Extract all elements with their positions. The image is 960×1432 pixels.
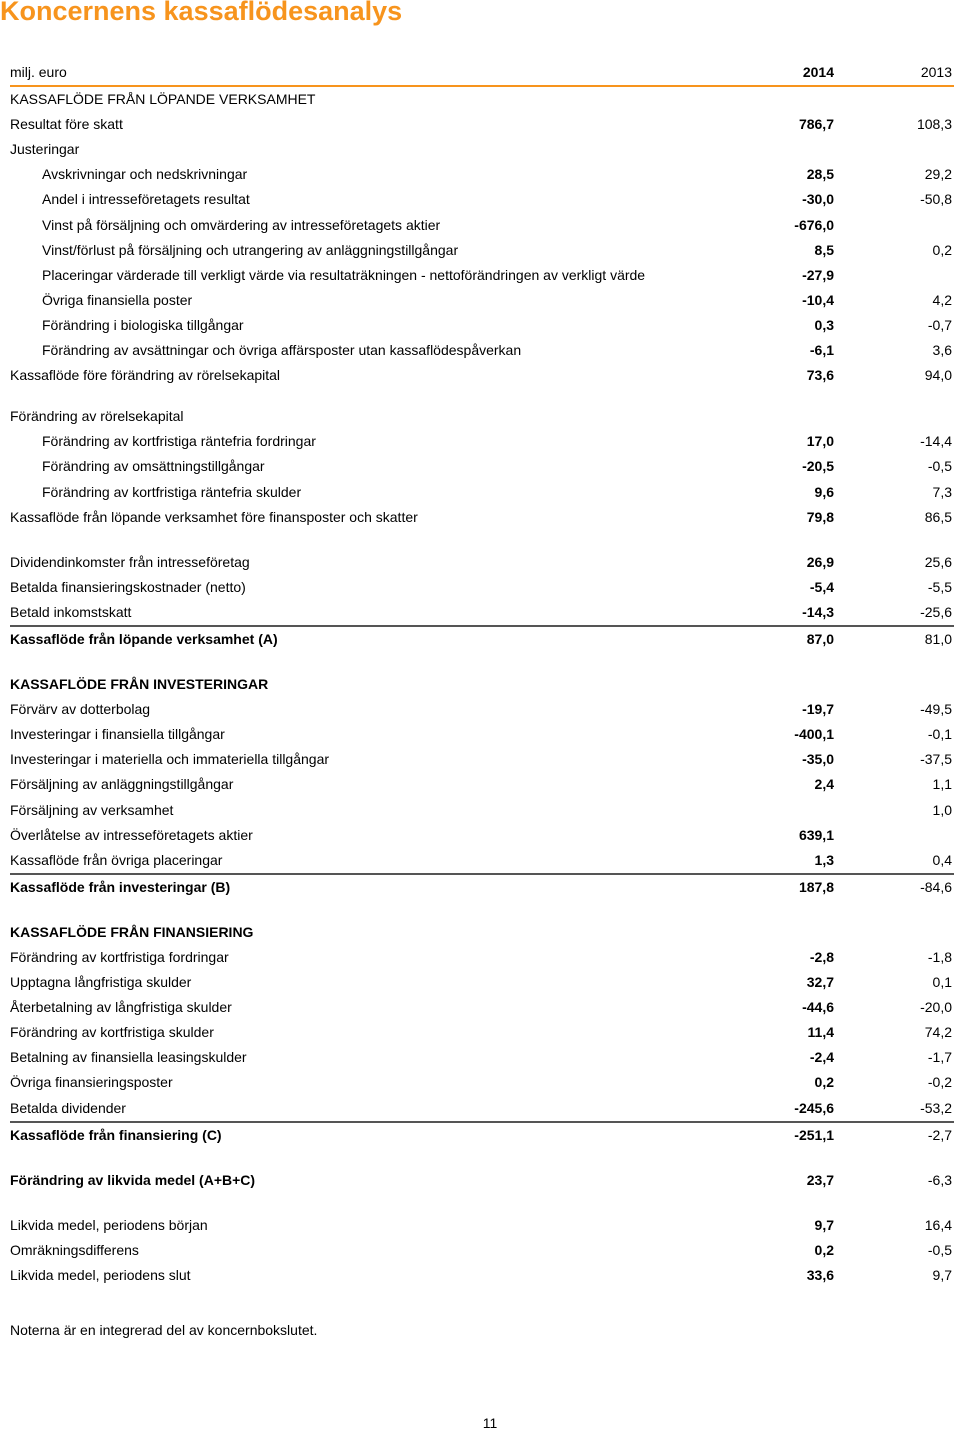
value-2013: -5,5 (927, 578, 952, 595)
line-item-label: Vinst/förlust på försäljning och utrangering av anläggningstillgångar (42, 241, 459, 258)
line-item-label: Förändring av kortfristiga räntefria fordringar (42, 433, 316, 450)
year-2014-header: 2014 (802, 64, 834, 80)
line-item-label: Kassaflöde från löpande verksamhet (A) (10, 630, 278, 647)
value-2013: 81,0 (924, 630, 952, 647)
line-item-label: Investeringar i finansiella tillgångar (10, 726, 225, 743)
line-item-row (10, 798, 954, 823)
line-item-row (10, 747, 954, 772)
value-2014: 9,7 (814, 1216, 834, 1233)
line-item-label: KASSAFLÖDE FRÅN LÖPANDE VERKSAMHET (10, 91, 316, 108)
line-item-label: Likvida medel, periodens början (10, 1216, 208, 1233)
unit-label: milj. euro (10, 64, 67, 80)
value-2014: -20,5 (802, 458, 834, 475)
value-2014: -2,8 (809, 949, 834, 965)
value-2014: 0,2 (814, 1241, 834, 1258)
line-item-row (10, 550, 954, 575)
statement-section (10, 404, 954, 529)
line-item-row (10, 238, 954, 263)
value-2014: 28,5 (806, 166, 834, 183)
value-2014: -251,1 (794, 1126, 834, 1143)
value-2014: 2,4 (814, 776, 834, 793)
statement-section (10, 1213, 954, 1288)
line-item-row (10, 1070, 954, 1095)
value-2013: 16,4 (924, 1216, 952, 1233)
line-item-label: Förvärv av dotterbolag (10, 701, 151, 718)
line-item-row (10, 848, 954, 875)
value-2013: -0,7 (927, 316, 952, 333)
line-item-row (10, 263, 954, 288)
line-item-row (10, 505, 954, 530)
value-2014: 0,2 (814, 1074, 834, 1091)
line-item-row (10, 1213, 954, 1238)
value-2013: 29,2 (924, 166, 952, 183)
section-gap (10, 652, 954, 672)
value-2014: -27,9 (802, 266, 834, 283)
line-item-row (10, 600, 954, 627)
value-2013: 0,2 (932, 241, 952, 258)
line-item-row (10, 772, 954, 797)
value-2014: 0,3 (814, 316, 834, 333)
line-item-label: Betald inkomstskatt (10, 603, 132, 620)
line-item-row (10, 1045, 954, 1070)
line-item-row (10, 823, 954, 848)
line-item-label: Avskrivningar och nedskrivningar (42, 166, 248, 183)
line-item-row (10, 697, 954, 722)
cash-flow-statement (10, 60, 954, 1288)
total-row (10, 1123, 954, 1148)
value-2014: 17,0 (806, 433, 834, 450)
value-2014: -19,7 (802, 701, 834, 718)
line-item-label: Kassaflöde från investeringar (B) (10, 878, 231, 895)
value-2014: 9,6 (814, 483, 834, 500)
line-item-label: Resultat före skatt (10, 116, 123, 133)
value-2014: -14,3 (802, 603, 834, 620)
line-item-row (10, 187, 954, 212)
value-2013: 25,6 (924, 553, 952, 570)
total-row (10, 627, 954, 652)
value-2014: -10,4 (802, 291, 834, 308)
line-item-row (10, 970, 954, 995)
value-2013: -1,7 (927, 1049, 952, 1066)
line-item-row (10, 162, 954, 187)
line-item-label: Återbetalning av långfristiga skulder (10, 999, 232, 1016)
line-item-row (10, 480, 954, 505)
value-2013: 108,3 (916, 116, 952, 133)
line-item-row (10, 722, 954, 747)
line-item-label: Omräkningsdifferens (10, 1241, 139, 1258)
line-item-label: Kassaflöde före förändring av rörelsekapital (10, 367, 281, 384)
line-item-row (10, 995, 954, 1020)
value-2013: -6,3 (927, 1171, 952, 1188)
year-2013-header: 2013 (920, 64, 952, 80)
line-item-row (10, 112, 954, 137)
section-gap (10, 900, 954, 920)
line-item-row (10, 1263, 954, 1288)
line-item-row (10, 213, 954, 238)
line-item-label: Dividendinkomster från intresseföretag (10, 553, 250, 570)
value-2013: 74,2 (924, 1024, 952, 1041)
line-item-row (10, 1096, 954, 1123)
line-item-label: Justeringar (10, 141, 80, 158)
section-gap (10, 1148, 954, 1168)
section-heading-row (10, 920, 954, 945)
value-2013: -50,8 (920, 191, 952, 208)
section-heading-row (10, 87, 954, 112)
value-2013: -25,6 (920, 603, 952, 620)
line-item-row (10, 1020, 954, 1045)
value-2014: 79,8 (806, 508, 834, 525)
value-2013: -1,8 (927, 949, 952, 965)
value-2013: 0,4 (932, 851, 952, 868)
value-2013: -49,5 (920, 701, 952, 718)
value-2014: -5,4 (809, 578, 834, 595)
section-heading-row (10, 672, 954, 697)
line-item-row (10, 1238, 954, 1263)
line-item-row (10, 404, 954, 429)
value-2013: -0,1 (927, 726, 952, 743)
column-header-row (10, 60, 954, 87)
line-item-label: Vinst på försäljning och omvärdering av intresseföretagets aktier (42, 216, 441, 233)
line-item-row (10, 137, 954, 162)
value-2013: 1,1 (932, 776, 952, 793)
value-2013: -0,2 (927, 1074, 952, 1091)
value-2013: 94,0 (924, 367, 952, 384)
statement-section (10, 550, 954, 652)
value-2013: 4,2 (932, 291, 952, 308)
value-2013: -0,5 (927, 1241, 952, 1258)
line-item-label: Försäljning av anläggningstillgångar (10, 776, 234, 793)
value-2014: 87,0 (806, 630, 834, 647)
value-2014: 73,6 (806, 367, 834, 384)
line-item-label: KASSAFLÖDE FRÅN FINANSIERING (10, 923, 254, 940)
line-item-label: Kassaflöde från finansiering (C) (10, 1126, 222, 1143)
value-2014: 11,4 (807, 1024, 834, 1041)
statement-section (10, 1168, 954, 1193)
line-item-label: KASSAFLÖDE FRÅN INVESTERINGAR (10, 676, 269, 693)
line-item-label: Betalda dividender (10, 1099, 126, 1116)
value-2014: -35,0 (802, 751, 834, 768)
value-2014: 639,1 (798, 826, 834, 843)
total-row (10, 1168, 954, 1193)
line-item-label: Förändring av omsättningstillgångar (42, 458, 265, 475)
line-item-label: Förändring av kortfristiga skulder (10, 1024, 214, 1041)
statement-section (10, 672, 954, 900)
line-item-row (10, 313, 954, 338)
value-2014: 786,7 (798, 116, 834, 133)
line-item-label: Förändring av avsättningar och övriga affärsposter utan kassaflödespåverkan (42, 342, 522, 359)
line-item-label: Betalda finansieringskostnader (netto) (10, 578, 246, 595)
statement-section (10, 87, 954, 388)
value-2014: -400,1 (794, 726, 834, 743)
line-item-row (10, 429, 954, 454)
line-item-label: Övriga finansieringsposter (10, 1074, 173, 1091)
value-2013: -20,0 (920, 999, 952, 1016)
line-item-label: Placeringar värderade till verkligt värde via resultaträkningen - nettoförändringen av verkligt värde (42, 266, 646, 283)
section-gap (10, 388, 954, 404)
value-2013: 9,7 (932, 1267, 952, 1284)
line-item-label: Förändring av kortfristiga räntefria skulder (42, 483, 302, 500)
value-2013: 0,1 (932, 974, 952, 991)
line-item-label: Förändring av kortfristiga fordringar (10, 949, 229, 965)
value-2014: -2,4 (809, 1049, 834, 1066)
value-2014: 187,8 (798, 878, 834, 895)
line-item-label: Betalning av finansiella leasingskulder (10, 1049, 247, 1066)
line-item-row (10, 288, 954, 313)
statement-sections (10, 87, 954, 1288)
line-item-label: Kassaflöde från övriga placeringar (10, 851, 223, 868)
line-item-label: Investeringar i materiella och immateriella tillgångar (10, 751, 330, 768)
line-item-label: Kassaflöde från löpande verksamhet före finansposter och skatter (10, 508, 418, 525)
value-2014: -6,1 (809, 342, 834, 359)
value-2013: -2,7 (927, 1126, 952, 1143)
value-2014: -30,0 (802, 191, 834, 208)
line-item-label: Andel i intresseföretagets resultat (42, 191, 250, 208)
value-2013: -14,4 (920, 433, 952, 450)
value-2014: 32,7 (806, 974, 834, 991)
section-gap (10, 1193, 954, 1213)
value-2014: 8,5 (814, 241, 834, 258)
line-item-row (10, 454, 954, 479)
line-item-row (10, 945, 954, 970)
value-2013: 3,6 (932, 342, 952, 359)
line-item-label: Förändring av likvida medel (A+B+C) (10, 1171, 256, 1188)
statement-section (10, 920, 954, 1148)
value-2014: -245,6 (794, 1099, 834, 1116)
value-2013: -0,5 (927, 458, 952, 475)
line-item-row (10, 338, 954, 363)
value-2013: -53,2 (920, 1099, 952, 1116)
footnote: Noterna är en integrerad del av koncernbokslutet. (10, 1322, 318, 1338)
value-2014: -44,6 (802, 999, 834, 1016)
value-2014: -676,0 (794, 216, 834, 233)
line-item-row (10, 363, 954, 388)
value-2014: 1,3 (814, 851, 834, 868)
line-item-label: Förändring i biologiska tillgångar (42, 316, 244, 333)
page-title: Koncernens kassaflödesanalys (0, 0, 403, 26)
value-2014: 26,9 (806, 553, 834, 570)
value-2014: 23,7 (806, 1171, 834, 1188)
line-item-label: Förändring av rörelsekapital (10, 408, 184, 425)
page-number: 11 (482, 1415, 498, 1431)
value-2013: 86,5 (924, 508, 952, 525)
value-2013: 1,0 (932, 801, 952, 818)
line-item-label: Likvida medel, periodens slut (10, 1267, 191, 1284)
line-item-label: Överlåtelse av intresseföretagets aktier (10, 826, 253, 843)
line-item-label: Övriga finansiella poster (42, 291, 193, 308)
line-item-row (10, 575, 954, 600)
value-2014: 33,6 (806, 1267, 834, 1284)
line-item-label: Upptagna långfristiga skulder (10, 974, 192, 991)
value-2013: 7,3 (932, 483, 952, 500)
value-2013: -37,5 (920, 751, 952, 768)
section-gap (10, 530, 954, 550)
total-row (10, 875, 954, 900)
value-2013: -84,6 (920, 878, 952, 895)
line-item-label: Försäljning av verksamhet (10, 801, 174, 818)
